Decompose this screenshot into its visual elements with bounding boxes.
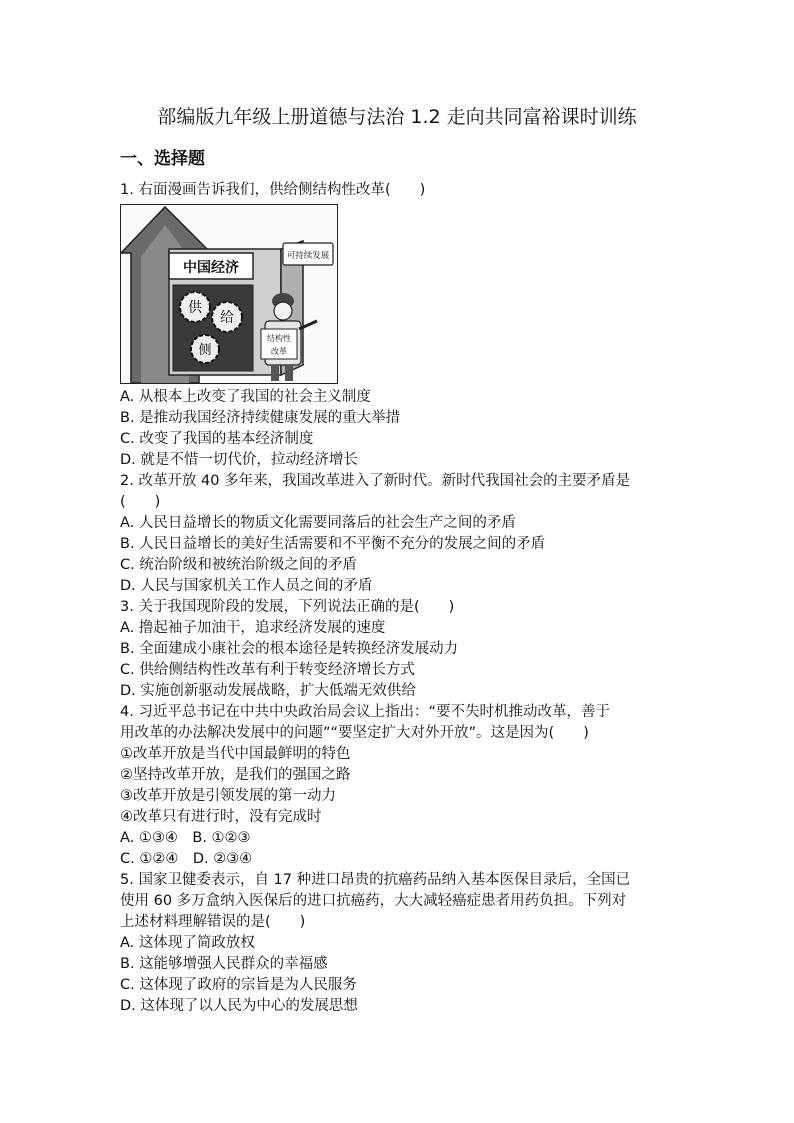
- question-4-options-cd: C. ①②④ D. ②③④: [120, 851, 253, 867]
- question-2-stem-cont: ( ): [120, 494, 161, 510]
- section-heading: 一、选择题: [120, 149, 205, 169]
- economy-sign-text: 中国经济: [183, 260, 239, 276]
- question-1-stem: 1. 右面漫画告诉我们，供给侧结构性改革( ): [120, 182, 426, 198]
- question-3-option-c: C. 供给侧结构性改革有利于转变经济增长方式: [120, 662, 415, 678]
- reform-tag-line1: 结构性: [267, 334, 291, 343]
- document-title: 部编版九年级上册道德与法治 1.2 走向共同富裕课时训练: [157, 106, 637, 128]
- gear-char-side: 侧: [198, 343, 212, 358]
- question-3-option-a: A. 撸起袖子加油干，追求经济发展的速度: [120, 620, 386, 636]
- question-4-statement-2: ②坚持改革开放，是我们的强国之路: [120, 767, 351, 783]
- gear-char-give: 给: [220, 310, 234, 326]
- question-5-stem-cont2: 上述材料理解错误的是( ): [120, 914, 306, 930]
- question-5-stem: 5. 国家卫健委表示，自 17 种进口昂贵的抗癌药品纳入基本医保目录后，全国已: [120, 872, 631, 888]
- question-3-stem: 3. 关于我国现阶段的发展，下列说法正确的是( ): [120, 599, 455, 615]
- question-1-option-d: D. 就是不惜一切代价，拉动经济增长: [120, 452, 358, 468]
- question-5-stem-cont: 使用 60 多万盒纳入医保后的进口抗癌药，大大减轻癌症患者用药负担。下列对: [120, 893, 627, 909]
- question-2-option-c: C. 统治阶级和被统治阶级之间的矛盾: [120, 557, 357, 573]
- question-2-stem: 2. 改革开放 40 多年来，我国改革进入了新时代。新时代我国社会的主要矛盾是: [120, 473, 631, 489]
- question-1-option-c: C. 改变了我国的基本经济制度: [120, 431, 314, 447]
- question-5-option-a: A. 这体现了简政放权: [120, 935, 255, 951]
- question-4-statement-3: ③改革开放是引领发展的第一动力: [120, 788, 336, 804]
- question-3-option-d: D. 实施创新驱动发展战略，扩大低端无效供给: [120, 683, 416, 699]
- question-1-option-b: B. 是推动我国经济持续健康发展的重大举措: [120, 410, 401, 426]
- question-4-options-ab: A. ①③④ B. ①②③: [120, 830, 251, 846]
- question-2-option-d: D. 人民与国家机关工作人员之间的矛盾: [120, 578, 373, 594]
- question-5-option-c: C. 这体现了政府的宗旨是为人民服务: [120, 977, 357, 993]
- question-1-option-a: A. 从根本上改变了我国的社会主义制度: [120, 389, 371, 405]
- question-5-option-d: D. 这体现了以人民为中心的发展思想: [120, 998, 358, 1014]
- question-5-option-b: B. 这能够增强人民群众的幸福感: [120, 956, 328, 972]
- question-4-statement-4: ④改革只有进行时，没有完成时: [120, 809, 322, 825]
- reform-tag-line2: 改革: [271, 347, 287, 356]
- question-2-option-a: A. 人民日益增长的物质文化需要同落后的社会生产之间的矛盾: [120, 515, 516, 531]
- sustainable-board-text: 可持续发展: [286, 251, 330, 261]
- question-4-stem-cont: 用改革的办法解决发展中的问题”“要坚定扩大对外开放”。这是因为( ): [120, 725, 589, 741]
- question-4-statement-1: ①改革开放是当代中国最鲜明的特色: [120, 746, 351, 762]
- question-2-option-b: B. 人民日益增长的美好生活需要和不平衡不充分的发展之间的矛盾: [120, 536, 546, 552]
- question-3-option-b: B. 全面建成小康社会的根本途径是转换经济发展动力: [120, 641, 459, 657]
- gear-char-supply: 供: [188, 300, 202, 316]
- question-4-stem: 4. 习近平总书记在中共中央政治局会议上指出：“要不失时机推动改革，善于: [120, 704, 610, 720]
- cartoon-illustration: [120, 204, 338, 384]
